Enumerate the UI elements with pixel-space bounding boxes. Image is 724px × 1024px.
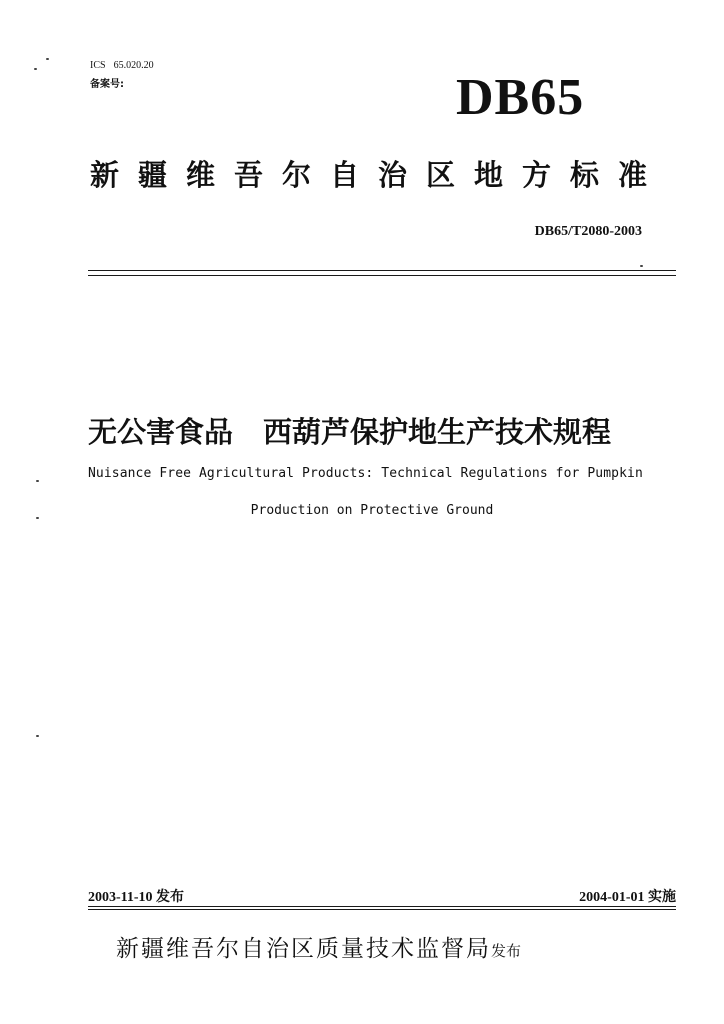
header-divider-secondary xyxy=(88,275,676,276)
issue-date: 2003-11-10 发布 xyxy=(88,890,185,905)
chinese-title xyxy=(88,410,611,451)
standard-number: DB65/T2080-2003 xyxy=(534,224,642,239)
scan-speck xyxy=(36,735,39,737)
issuer-suffix: 发布 xyxy=(491,942,522,960)
footer-divider xyxy=(88,906,676,907)
db65-logo: DB65 xyxy=(456,69,585,126)
issuing-authority xyxy=(116,930,521,963)
scan-speck xyxy=(46,58,49,60)
ics-code: 65.020.20 xyxy=(113,60,154,71)
scan-speck xyxy=(36,517,39,519)
implementation-date: 2004-01-01 实施 xyxy=(579,890,676,905)
english-title-line2: Production on Protective Ground xyxy=(250,503,494,518)
scan-speck xyxy=(36,480,39,482)
standard-classification: 新疆维吾尔自治区地方标准 xyxy=(90,158,667,192)
scan-speck xyxy=(640,265,643,267)
ics-classification xyxy=(90,60,154,71)
record-number-label: 备案号: xyxy=(90,79,124,90)
english-title-line1: Nuisance Free Agricultural Products: Technical Regulations for Pumpkin xyxy=(88,466,643,481)
chinese-title-part2: 西葫芦保护地生产技术规程 xyxy=(263,415,612,449)
footer-divider-secondary xyxy=(88,909,676,910)
chinese-title-part1: 无公害食品 xyxy=(88,415,234,449)
header-divider xyxy=(88,270,676,271)
issuer-name: 新疆维吾尔自治区质量技术监督局 xyxy=(116,936,491,962)
scan-speck xyxy=(34,68,37,70)
ics-label: ICS xyxy=(90,60,106,71)
